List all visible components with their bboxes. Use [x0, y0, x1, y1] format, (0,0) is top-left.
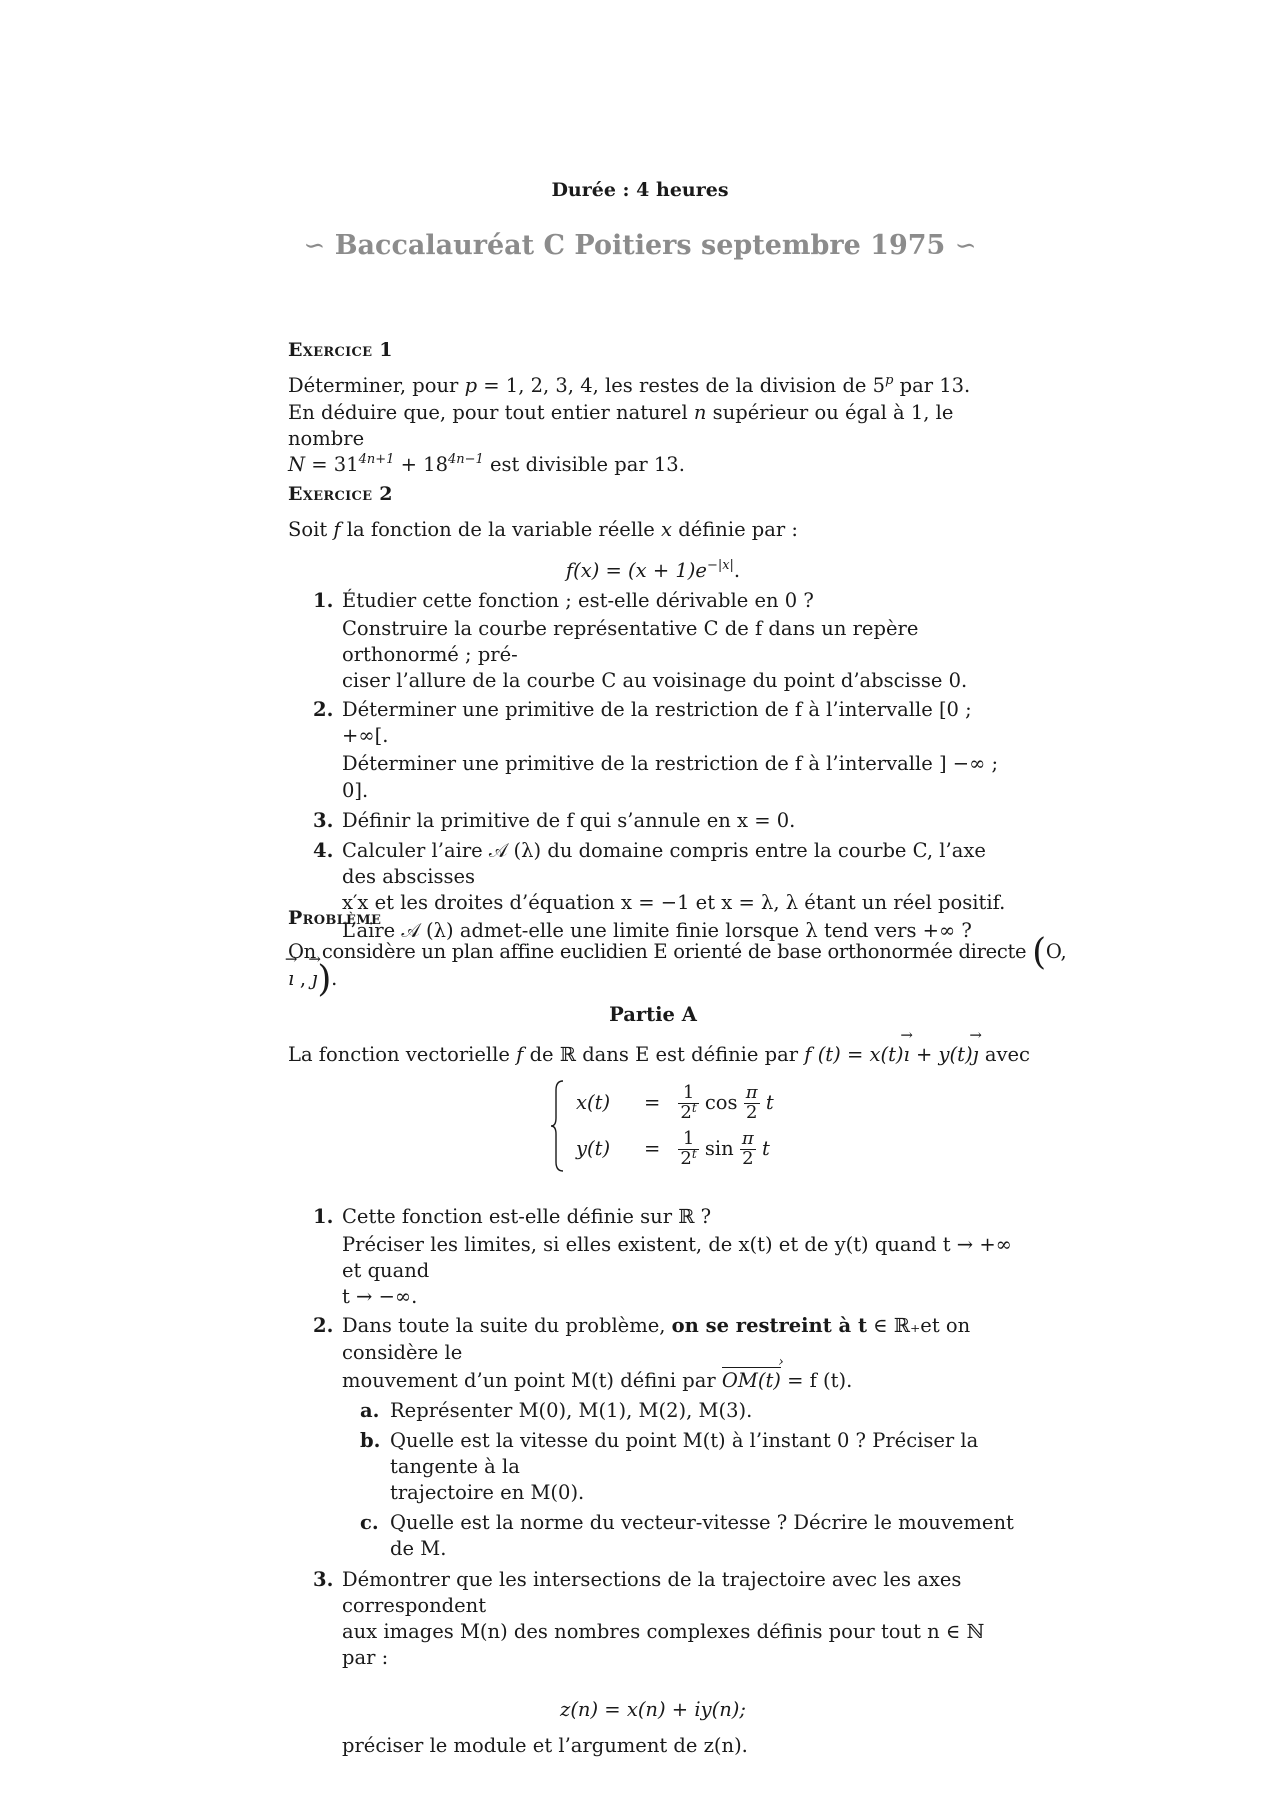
- title-text: Baccalauréat C Poitiers septembre 1975: [334, 230, 946, 261]
- problem-last-line: préciser le module et l’argument de z(n).: [342, 1734, 748, 1758]
- exercise-2-item-4: 4. Calculer l’aire 𝒜 (λ) du domaine compris entre la courbe C, l’axe des abscisses x′x et les droites d’équation x = −1 et x = λ, λ étant un réel positif. L’aire 𝒜 (λ) admet-elle une limite finie lorsque λ tend vers +∞ ?: [313, 838, 1006, 943]
- problem-item-1: 1. Cette fonction est-elle définie sur ℝ ? Préciser les limites, si elles existent, de x(t) et de y(t) quand t → +∞ et quand t → −∞.: [313, 1204, 1012, 1309]
- exercise-2-item-3: 3. Définir la primitive de f qui s’annule en x = 0.: [313, 808, 796, 832]
- problem-heading: Problème: [288, 907, 382, 929]
- problem: [288, 906, 1068, 1759]
- exercise-2-item-1: 1. Étudier cette fonction ; est-elle dérivable en 0 ? Construire la courbe représentative C de f dans un repère orthonormé ; pré- ciser l’allure de la courbe C au voisinage du point d’abscisse 0.: [313, 588, 968, 693]
- exercise-1-line-3: $N = 31^{4n+1} + 18^{4n-1}$ est divisible par 13.: [288, 451, 685, 476]
- exercise-2-formula: $f(x) = (x + 1)e^{-|x|}$.: [565, 557, 741, 582]
- exercise-1: [288, 338, 1018, 478]
- left-brace-icon: [550, 1080, 564, 1172]
- problem-intro: On considère un plan affine euclidien E orienté de base orthonormée directe (O, → ı , → ȷ).: [288, 939, 1068, 991]
- exercise-1-line-2: En déduire que, pour tout entier naturel n supérieur ou égal à 1, le nombre: [288, 400, 954, 450]
- problem-subitem-b: b. Quelle est la vitesse du point M(t) à l’instant 0 ? Préciser la tangente à la trajectoire en M(0).: [360, 1428, 979, 1505]
- equation-system: [550, 1076, 780, 1176]
- equation-x: x(t) = $\frac{1}{2^t}$ cos $\frac{\pi}{2}$ t: [576, 1081, 774, 1123]
- duration: Durée : 4 heures: [551, 179, 729, 201]
- z-formula: z(n) = x(n) + iy(n);: [560, 1698, 746, 1722]
- problem-subitem-a: a. Représenter M(0), M(1), M(2), M(3).: [360, 1398, 753, 1422]
- exercise-1-heading: Exercice 1: [288, 339, 393, 361]
- exercise-2-heading: Exercice 2: [288, 483, 393, 505]
- ornament-left-icon: ∽: [303, 231, 326, 261]
- page-title: [0, 228, 1280, 264]
- exercise-2: [288, 482, 1018, 944]
- equation-y: y(t) = $\frac{1}{2^t}$ sin $\frac{\pi}{2}$ t: [576, 1127, 770, 1169]
- problem-item-2: 2. Dans toute la suite du problème, on se restreint à t ∈ ℝ₊et on considère le mouvement d’un point M(t) défini par OM(t) › = f (t).: [288, 1313, 1018, 1393]
- problem-subitem-c: c. Quelle est la norme du vecteur-vitesse ? Décrire le mouvement de M.: [360, 1511, 1014, 1561]
- exercise-2-intro: Soit f la fonction de la variable réelle x définie par :: [288, 518, 799, 542]
- exercise-2-item-2: 2. Déterminer une primitive de la restriction de f à l’intervalle [0 ; +∞[. Déterminer une primitive de la restriction de f à l’intervalle ] −∞ ; 0].: [313, 698, 999, 802]
- ornament-right-icon: ∽: [954, 231, 977, 261]
- part-a-heading: Partie A: [609, 1002, 697, 1026]
- exercise-1-line-1: Déterminer, pour p = 1, 2, 3, 4, les restes de la division de 5$^p$ par 13.: [288, 373, 971, 398]
- vector-function-line: La fonction vectorielle f de ℝ dans E est définie par f (t) = x(t)→ ı + y(t)→ ȷ avec: [288, 1042, 1068, 1068]
- problem-item-3: 3. Démontrer que les intersections de la trajectoire avec les axes correspondent aux images M(n) des nombres complexes définis pour tout n ∈ ℕ par :: [313, 1567, 985, 1669]
